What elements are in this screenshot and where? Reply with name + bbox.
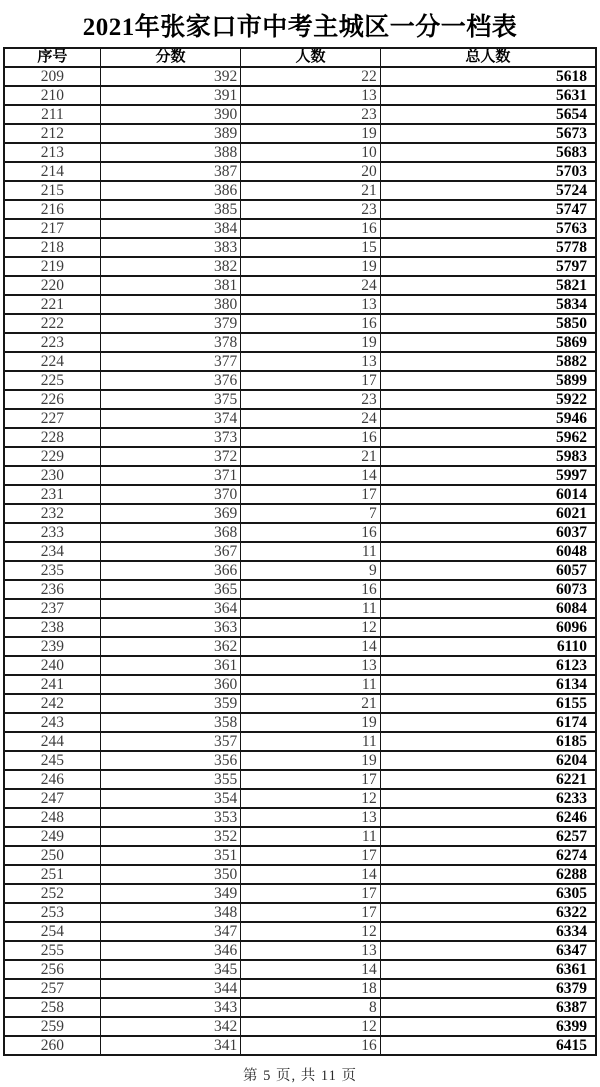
cell-serial-number: 209 [4,67,100,86]
cell-cumulative-total: 6014 [380,485,596,504]
cell-score: 361 [100,656,240,675]
cell-count: 19 [241,751,380,770]
cell-count: 17 [241,884,380,903]
cell-cumulative-total: 6334 [380,922,596,941]
cell-count: 12 [241,1017,380,1036]
cell-serial-number: 244 [4,732,100,751]
cell-serial-number: 226 [4,390,100,409]
cell-score: 388 [100,143,240,162]
cell-serial-number: 217 [4,219,100,238]
cell-cumulative-total: 6204 [380,751,596,770]
cell-serial-number: 220 [4,276,100,295]
cell-serial-number: 243 [4,713,100,732]
table-row [4,447,596,466]
cell-count: 17 [241,903,380,922]
cell-serial-number: 250 [4,846,100,865]
cell-serial-number: 216 [4,200,100,219]
table-row [4,637,596,656]
cell-score: 355 [100,770,240,789]
table-row [4,105,596,124]
cell-serial-number: 246 [4,770,100,789]
table-row [4,561,596,580]
cell-score: 343 [100,998,240,1017]
cell-count: 16 [241,580,380,599]
cell-cumulative-total: 6415 [380,1036,596,1055]
cell-score: 376 [100,371,240,390]
cell-serial-number: 248 [4,808,100,827]
cell-score: 385 [100,200,240,219]
cell-score: 341 [100,1036,240,1055]
table-row [4,770,596,789]
cell-score: 363 [100,618,240,637]
cell-count: 19 [241,333,380,352]
cell-cumulative-total: 6347 [380,941,596,960]
cell-count: 21 [241,181,380,200]
table-row [4,960,596,979]
cell-cumulative-total: 6084 [380,599,596,618]
page-title: 2021年张家口市中考主城区一分一档表 [82,14,518,41]
cell-cumulative-total: 5869 [380,333,596,352]
cell-serial-number: 221 [4,295,100,314]
cell-serial-number: 238 [4,618,100,637]
table-row [4,618,596,637]
cell-cumulative-total: 6123 [380,656,596,675]
cell-cumulative-total: 6037 [380,523,596,542]
cell-serial-number: 222 [4,314,100,333]
cell-count: 17 [241,485,380,504]
table-row [4,732,596,751]
cell-cumulative-total: 6257 [380,827,596,846]
cell-score: 359 [100,694,240,713]
cell-score: 380 [100,295,240,314]
cell-score: 371 [100,466,240,485]
cell-score: 344 [100,979,240,998]
cell-count: 23 [241,105,380,124]
cell-score: 384 [100,219,240,238]
cell-count: 19 [241,257,380,276]
table-row [4,124,596,143]
cell-score: 348 [100,903,240,922]
cell-serial-number: 237 [4,599,100,618]
cell-serial-number: 253 [4,903,100,922]
cell-count: 16 [241,428,380,447]
table-row [4,219,596,238]
cell-serial-number: 242 [4,694,100,713]
cell-serial-number: 223 [4,333,100,352]
cell-count: 19 [241,124,380,143]
cell-serial-number: 224 [4,352,100,371]
cell-score: 364 [100,599,240,618]
cell-score: 375 [100,390,240,409]
cell-serial-number: 215 [4,181,100,200]
score-table-body [4,67,596,1055]
cell-score: 365 [100,580,240,599]
cell-cumulative-total: 5747 [380,200,596,219]
cell-cumulative-total: 6322 [380,903,596,922]
cell-count: 11 [241,542,380,561]
table-row [4,884,596,903]
cell-serial-number: 213 [4,143,100,162]
cell-serial-number: 230 [4,466,100,485]
cell-cumulative-total: 5654 [380,105,596,124]
cell-count: 14 [241,960,380,979]
table-row [4,485,596,504]
table-row [4,998,596,1017]
cell-count: 13 [241,295,380,314]
cell-score: 349 [100,884,240,903]
table-row [4,276,596,295]
table-row [4,428,596,447]
cell-cumulative-total: 6246 [380,808,596,827]
cell-score: 379 [100,314,240,333]
cell-serial-number: 259 [4,1017,100,1036]
cell-score: 373 [100,428,240,447]
cell-count: 13 [241,941,380,960]
cell-score: 382 [100,257,240,276]
cell-count: 13 [241,352,380,371]
table-row [4,694,596,713]
cell-cumulative-total: 5882 [380,352,596,371]
cell-score: 357 [100,732,240,751]
cell-count: 8 [241,998,380,1017]
cell-serial-number: 212 [4,124,100,143]
cell-serial-number: 251 [4,865,100,884]
cell-cumulative-total: 6073 [380,580,596,599]
header-score: 分数 [100,48,240,67]
cell-score: 391 [100,86,240,105]
table-row [4,390,596,409]
cell-serial-number: 257 [4,979,100,998]
table-header-row [4,48,596,67]
cell-score: 353 [100,808,240,827]
cell-score: 351 [100,846,240,865]
cell-count: 10 [241,143,380,162]
cell-count: 24 [241,409,380,428]
cell-score: 345 [100,960,240,979]
table-row [4,371,596,390]
table-row [4,846,596,865]
cell-count: 17 [241,371,380,390]
cell-score: 366 [100,561,240,580]
cell-count: 19 [241,713,380,732]
cell-score: 372 [100,447,240,466]
cell-count: 13 [241,86,380,105]
cell-count: 12 [241,618,380,637]
cell-serial-number: 254 [4,922,100,941]
cell-score: 370 [100,485,240,504]
table-row [4,827,596,846]
cell-serial-number: 255 [4,941,100,960]
table-row [4,86,596,105]
table-row [4,979,596,998]
cell-serial-number: 233 [4,523,100,542]
cell-count: 12 [241,789,380,808]
table-row [4,352,596,371]
cell-cumulative-total: 5673 [380,124,596,143]
cell-score: 350 [100,865,240,884]
table-row [4,808,596,827]
cell-count: 15 [241,238,380,257]
cell-score: 358 [100,713,240,732]
cell-score: 389 [100,124,240,143]
cell-count: 20 [241,162,380,181]
table-row [4,295,596,314]
cell-count: 24 [241,276,380,295]
cell-serial-number: 228 [4,428,100,447]
cell-count: 23 [241,200,380,219]
cell-cumulative-total: 5703 [380,162,596,181]
table-row [4,789,596,808]
cell-cumulative-total: 6274 [380,846,596,865]
cell-score: 354 [100,789,240,808]
cell-serial-number: 214 [4,162,100,181]
page-footer: 第 5 页, 共 11 页 [243,1068,357,1084]
cell-cumulative-total: 6134 [380,675,596,694]
cell-serial-number: 210 [4,86,100,105]
table-row [4,409,596,428]
table-row [4,238,596,257]
cell-serial-number: 241 [4,675,100,694]
cell-count: 21 [241,694,380,713]
cell-score: 374 [100,409,240,428]
cell-serial-number: 234 [4,542,100,561]
cell-cumulative-total: 6399 [380,1017,596,1036]
cell-cumulative-total: 5631 [380,86,596,105]
cell-serial-number: 252 [4,884,100,903]
cell-count: 9 [241,561,380,580]
cell-score: 362 [100,637,240,656]
cell-cumulative-total: 6379 [380,979,596,998]
cell-score: 381 [100,276,240,295]
cell-serial-number: 225 [4,371,100,390]
table-row [4,675,596,694]
cell-score: 390 [100,105,240,124]
cell-cumulative-total: 5724 [380,181,596,200]
cell-count: 14 [241,865,380,884]
cell-cumulative-total: 6048 [380,542,596,561]
cell-cumulative-total: 6185 [380,732,596,751]
cell-cumulative-total: 5821 [380,276,596,295]
cell-count: 14 [241,466,380,485]
cell-serial-number: 218 [4,238,100,257]
table-row [4,67,596,86]
cell-count: 17 [241,770,380,789]
table-row [4,333,596,352]
cell-serial-number: 249 [4,827,100,846]
cell-score: 377 [100,352,240,371]
cell-cumulative-total: 5778 [380,238,596,257]
cell-score: 360 [100,675,240,694]
cell-score: 383 [100,238,240,257]
cell-serial-number: 235 [4,561,100,580]
header-serial-number: 序号 [4,48,100,67]
cell-count: 11 [241,732,380,751]
table-row [4,200,596,219]
cell-cumulative-total: 5834 [380,295,596,314]
cell-count: 11 [241,599,380,618]
cell-cumulative-total: 5899 [380,371,596,390]
table-row [4,143,596,162]
cell-count: 23 [241,390,380,409]
cell-serial-number: 211 [4,105,100,124]
cell-score: 368 [100,523,240,542]
cell-count: 7 [241,504,380,523]
cell-score: 367 [100,542,240,561]
cell-cumulative-total: 5997 [380,466,596,485]
cell-count: 16 [241,314,380,333]
cell-count: 14 [241,637,380,656]
table-row [4,542,596,561]
table-row [4,257,596,276]
header-cumulative-total: 总人数 [380,48,596,67]
cell-score: 386 [100,181,240,200]
cell-cumulative-total: 5962 [380,428,596,447]
cell-count: 13 [241,656,380,675]
cell-score: 342 [100,1017,240,1036]
cell-cumulative-total: 5946 [380,409,596,428]
cell-score: 387 [100,162,240,181]
cell-cumulative-total: 5763 [380,219,596,238]
table-row [4,504,596,523]
cell-count: 17 [241,846,380,865]
score-table [3,47,597,1056]
cell-score: 347 [100,922,240,941]
table-row [4,1017,596,1036]
table-row [4,751,596,770]
cell-cumulative-total: 6096 [380,618,596,637]
table-row [4,713,596,732]
cell-serial-number: 260 [4,1036,100,1055]
table-row [4,656,596,675]
table-row [4,922,596,941]
cell-cumulative-total: 5850 [380,314,596,333]
cell-serial-number: 240 [4,656,100,675]
cell-cumulative-total: 5983 [380,447,596,466]
cell-score: 346 [100,941,240,960]
cell-cumulative-total: 6288 [380,865,596,884]
table-row [4,580,596,599]
cell-count: 16 [241,1036,380,1055]
cell-serial-number: 239 [4,637,100,656]
cell-count: 16 [241,219,380,238]
cell-cumulative-total: 6305 [380,884,596,903]
table-row [4,181,596,200]
cell-count: 11 [241,675,380,694]
cell-count: 12 [241,922,380,941]
cell-serial-number: 247 [4,789,100,808]
cell-cumulative-total: 6155 [380,694,596,713]
cell-serial-number: 258 [4,998,100,1017]
cell-cumulative-total: 6361 [380,960,596,979]
cell-cumulative-total: 6057 [380,561,596,580]
table-row [4,903,596,922]
cell-count: 22 [241,67,380,86]
table-row [4,523,596,542]
cell-score: 369 [100,504,240,523]
cell-cumulative-total: 5618 [380,67,596,86]
cell-serial-number: 231 [4,485,100,504]
cell-serial-number: 236 [4,580,100,599]
cell-serial-number: 229 [4,447,100,466]
cell-score: 356 [100,751,240,770]
table-row [4,1036,596,1055]
cell-cumulative-total: 6110 [380,637,596,656]
cell-count: 13 [241,808,380,827]
cell-count: 16 [241,523,380,542]
cell-cumulative-total: 5922 [380,390,596,409]
cell-cumulative-total: 6174 [380,713,596,732]
cell-serial-number: 227 [4,409,100,428]
cell-serial-number: 232 [4,504,100,523]
cell-cumulative-total: 5797 [380,257,596,276]
cell-count: 21 [241,447,380,466]
cell-cumulative-total: 5683 [380,143,596,162]
cell-serial-number: 245 [4,751,100,770]
cell-serial-number: 219 [4,257,100,276]
cell-score: 378 [100,333,240,352]
cell-count: 11 [241,827,380,846]
table-row [4,466,596,485]
table-row [4,599,596,618]
cell-cumulative-total: 6233 [380,789,596,808]
header-count: 人数 [241,48,380,67]
cell-cumulative-total: 6221 [380,770,596,789]
cell-score: 392 [100,67,240,86]
table-row [4,865,596,884]
cell-score: 352 [100,827,240,846]
table-row [4,941,596,960]
table-row [4,314,596,333]
cell-serial-number: 256 [4,960,100,979]
cell-count: 18 [241,979,380,998]
cell-cumulative-total: 6021 [380,504,596,523]
table-row [4,162,596,181]
cell-cumulative-total: 6387 [380,998,596,1017]
